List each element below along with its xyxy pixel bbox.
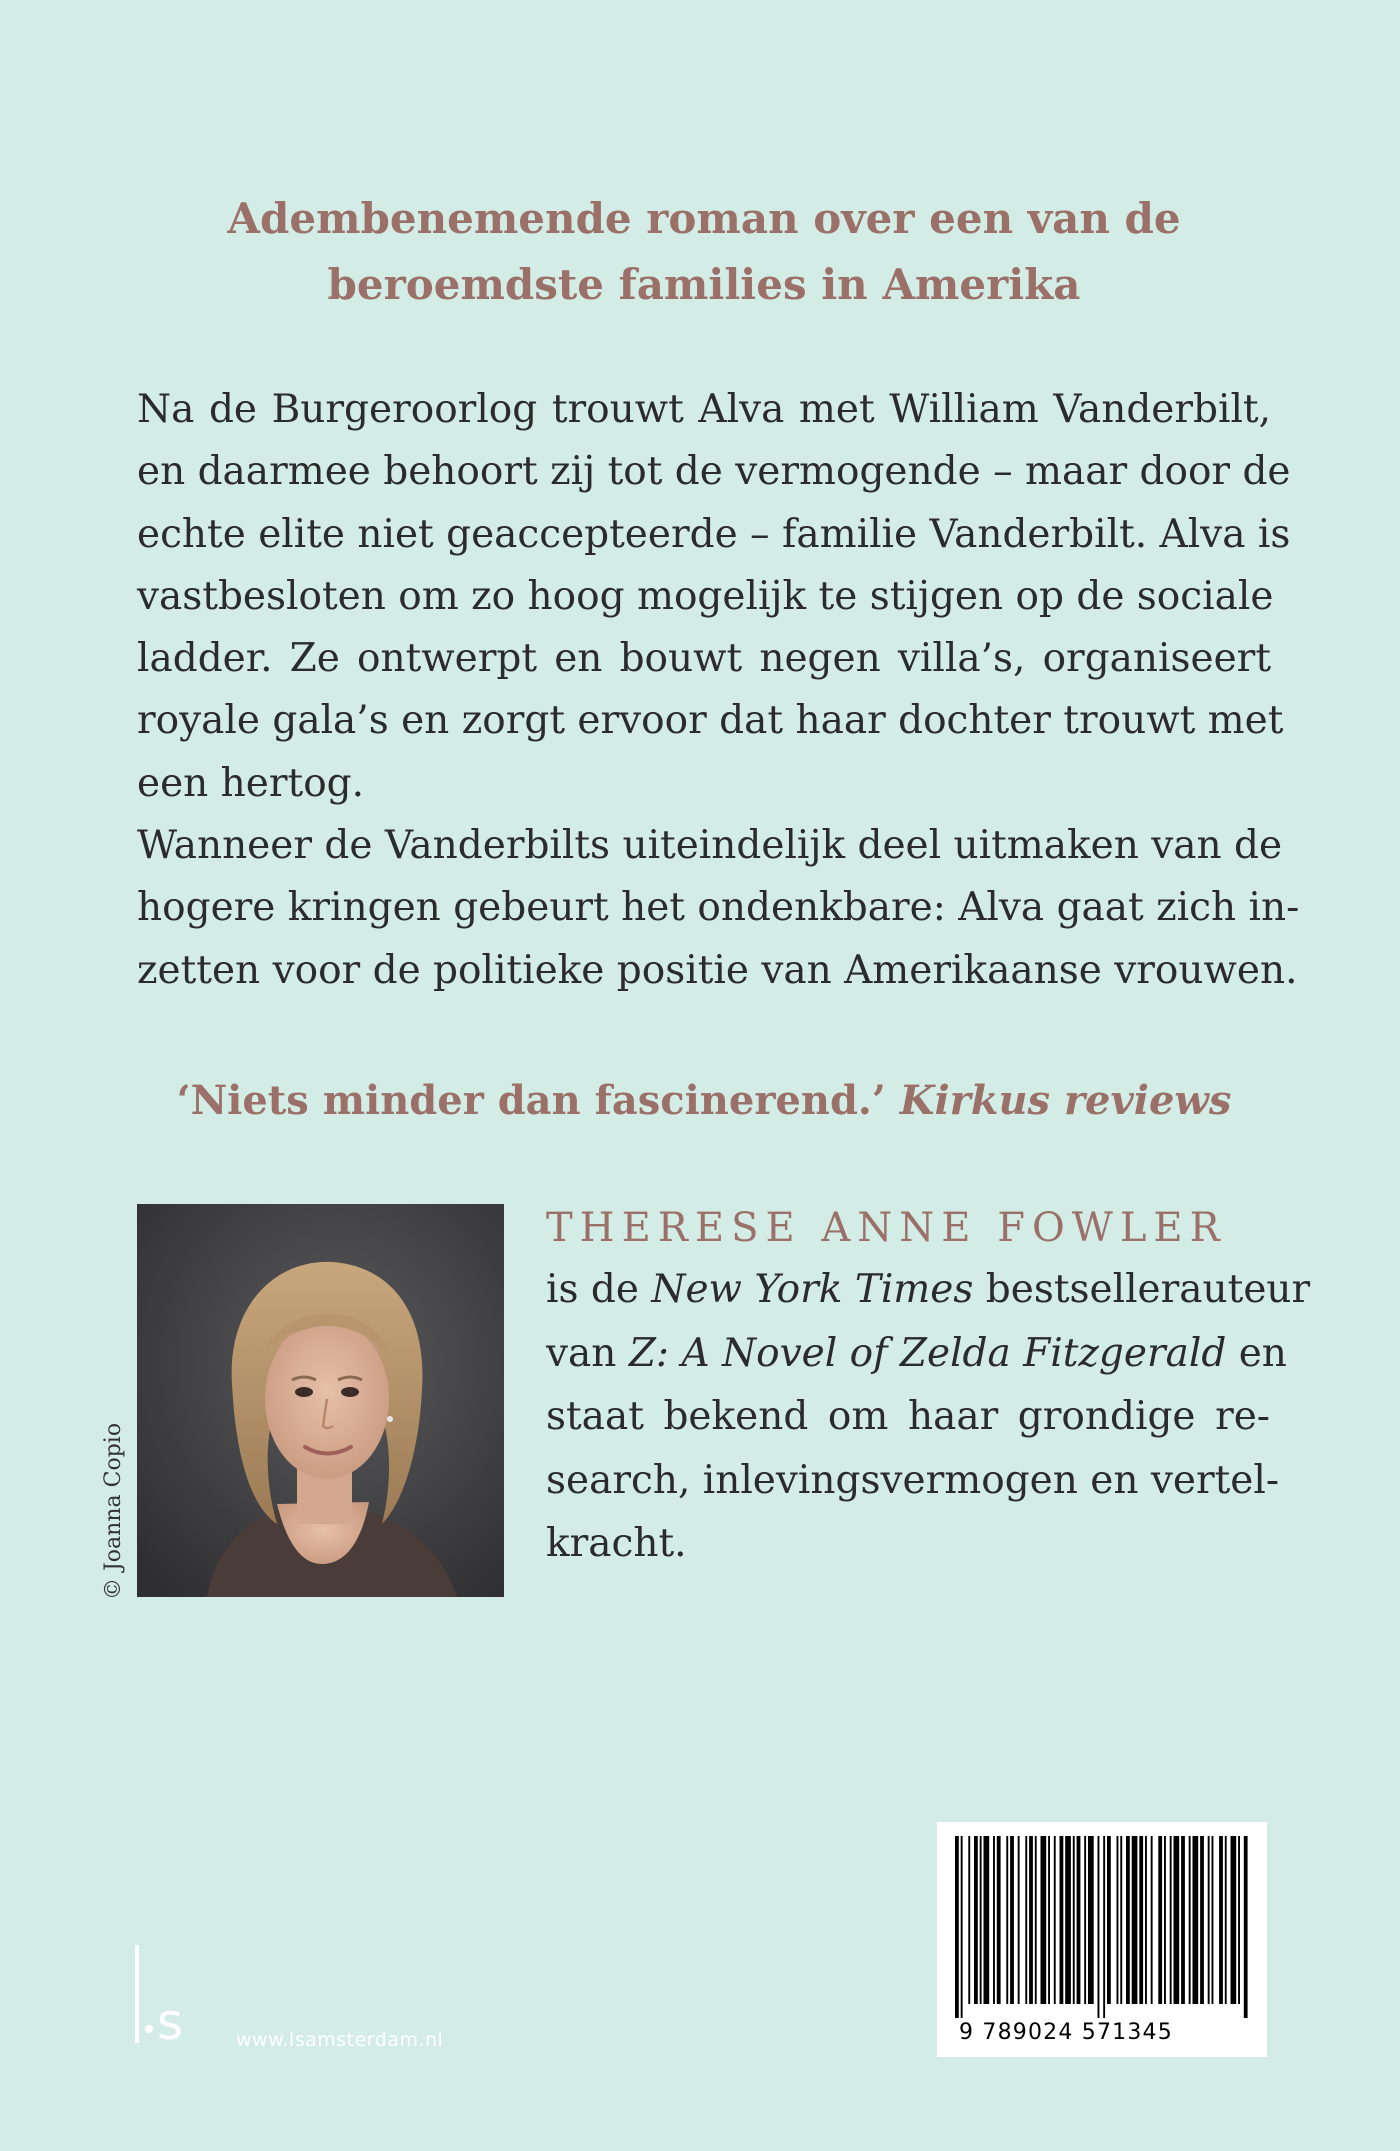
barcode-bar (1151, 1836, 1153, 2004)
barcode-bar (1065, 1836, 1071, 2004)
barcode-bar (1231, 1836, 1237, 2004)
barcode-bar (1018, 1836, 1020, 2004)
logo-letter: s (157, 1993, 184, 2051)
author-name: THERESE ANNE FOWLER (546, 1205, 1227, 1251)
blurb-line: vastbesloten om zo hoog mogelijk te stijgen op de sociale (137, 573, 1274, 619)
blurb-line: royale gala’s en zorgt ervoor dat haar dochter trouwt met (137, 698, 1284, 744)
blurb-line: en daarmee behoort zij tot de vermogende – maar door de (137, 449, 1291, 495)
barcode-bar (1120, 1836, 1122, 2004)
barcode-bar (1098, 1836, 1100, 2018)
author-photo (137, 1204, 504, 1597)
tagline (137, 186, 1271, 318)
barcode-bar (974, 1836, 978, 2004)
barcode-bar (955, 1836, 959, 2018)
logo-dot (145, 2025, 153, 2033)
barcode-bar (1181, 1836, 1185, 2004)
author-bio (546, 1258, 1311, 1576)
barcode-bar (1193, 1836, 1199, 2004)
barcode-bar (1174, 1836, 1180, 2004)
bio-text: van (546, 1330, 629, 1376)
barcode-bar (1126, 1836, 1130, 2004)
barcode-bar (1054, 1836, 1056, 2004)
bio-line: search, inlevingsvermogen en vertel- (546, 1457, 1280, 1503)
barcode-bar (1088, 1836, 1094, 2004)
photo-credit: © Joanna Copio (101, 1422, 126, 1600)
blurb-line: hogere kringen gebeurt het ondenkbare: Alva gaat zich in- (137, 885, 1300, 931)
blurb-line: zetten voor de politieke positie van Amerikaanse vrouwen. (137, 947, 1298, 993)
barcode-bar (1060, 1836, 1064, 2004)
bio-line: staat bekend om haar grondige re- (546, 1394, 1270, 1439)
author-section (546, 1198, 1311, 1576)
barcode-bar (1200, 1836, 1204, 2004)
barcode-bar (1145, 1836, 1147, 2004)
barcode-bar (1189, 1836, 1191, 2004)
barcode-bar (1073, 1836, 1075, 2004)
logo-bar (135, 1945, 139, 2043)
barcode-bars (955, 1836, 1249, 2018)
barcode-bar (1225, 1836, 1227, 2004)
barcode-bar (1139, 1836, 1143, 2004)
review-quote (137, 1071, 1271, 1131)
quote-source: Kirkus reviews (899, 1077, 1232, 1124)
barcode-bar (1117, 1836, 1119, 2004)
barcode-bar (1170, 1836, 1172, 2004)
barcode-digits: 9 789024 571345 (959, 2020, 1173, 2045)
tagline-line-1: Adembenemende roman over een van de (227, 194, 1181, 243)
publisher-url[interactable]: www.lsamsterdam.nl (236, 2029, 444, 2051)
barcode-bar (984, 1836, 990, 2004)
barcode-bar (1103, 1836, 1105, 2018)
barcode-bar (1132, 1836, 1138, 2004)
isbn-barcode (937, 1822, 1267, 2057)
bio-italic: New York Times (651, 1267, 974, 1312)
barcode-bar (968, 1836, 970, 2004)
bio-line (546, 1258, 1311, 1322)
bio-line (546, 1322, 1287, 1386)
barcode-bar (1107, 1836, 1111, 2004)
barcode-bar (980, 1836, 982, 2004)
barcode-bar (1219, 1836, 1223, 2004)
quote-text: ‘Niets minder dan fascinerend.’ (176, 1077, 886, 1124)
author-portrait-image (137, 1204, 504, 1597)
barcode-bar (1077, 1836, 1081, 2004)
barcode-bar (1025, 1836, 1027, 2004)
tagline-line-2: beroemdste families in Amerika (327, 260, 1081, 309)
blurb-line: echte elite niet geaccepteerde – familie Vanderbilt. Alva is (137, 511, 1291, 557)
blurb-line: ladder. Ze ontwerpt en bouwt negen villa’s, organiseert (137, 636, 1271, 682)
bio-text: bestsellerauteur (973, 1267, 1311, 1312)
bio-text: en (1226, 1330, 1287, 1376)
bio-italic: Z: A Novel of Zelda Fitzgerald (628, 1330, 1227, 1376)
blurb-line: een hertog. (137, 760, 365, 806)
barcode-bar (1238, 1836, 1240, 2004)
barcode-bar (1010, 1836, 1014, 2004)
bio-line: kracht. (546, 1521, 687, 1566)
barcode-bar (1029, 1836, 1033, 2004)
barcode-bar (1158, 1836, 1162, 2004)
barcode-bar (1208, 1836, 1210, 2004)
blurb-line: Wanneer de Vanderbilts uiteindelijk deel uitmaken van de (137, 823, 1283, 869)
blurb-line: Na de Burgeroorlog trouwt Alva met William Vanderbilt, (137, 387, 1271, 432)
barcode-bar (1084, 1836, 1086, 2004)
barcode-bar (1048, 1836, 1050, 2004)
barcode-bar (993, 1836, 995, 2004)
blurb (137, 379, 1300, 1002)
barcode-bar (997, 1836, 1001, 2004)
barcode-bar (1244, 1836, 1248, 2018)
barcode-bar (1212, 1836, 1214, 2004)
barcode-bar (1035, 1836, 1037, 2004)
barcode-bar (1041, 1836, 1047, 2004)
barcode-bar (1164, 1836, 1166, 2004)
bio-text: is de (546, 1267, 652, 1312)
barcode-bar (961, 1836, 963, 2018)
barcode-bar (1006, 1836, 1008, 2004)
